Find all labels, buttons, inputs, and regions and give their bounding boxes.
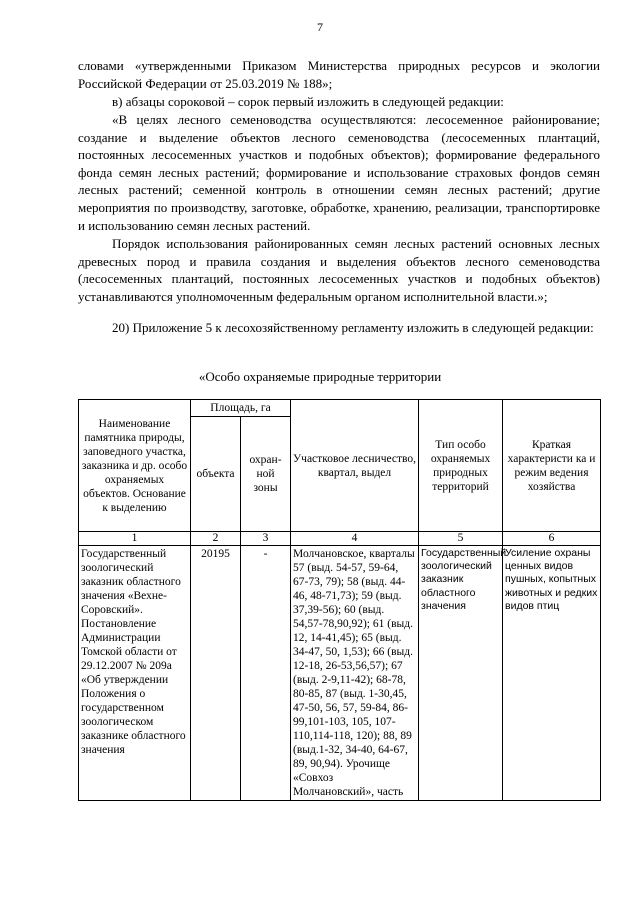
paragraph-1: словами «утвержденными Приказом Министерства природных ресурсов и экологии Российской Федерации от 25.03.2019 № 188»; — [78, 58, 600, 91]
cell-type: Государственный зоологический заказник областного значения — [419, 546, 503, 801]
column-number: 6 — [503, 532, 601, 546]
page-number: 7 — [317, 20, 323, 34]
cell-forestry: Молчановское, кварталы 57 (выд. 54-57, 59-64, 67-73, 79); 58 (выд. 44-46, 48-71,73); 59 (выд. 37,39-56); 60 (выд. 54,57-78,90,92); 61 (выд. 12, 14-41,45); 65 (выд. 34-47, 50, 1,53); 66 (выд. 12-18, 26-53,56,57); 67 (выд. 2-9,11-42); 68-78, 80-85, 87 (выд. 1-30,45, 47-50, 56, 57, 59-84, 86-99,101-103, 105, 107-110,114-118, 120); 88, 89 (выд.1-32, 34-40, 64-67, 89, 90,94). Урочище «Совхоз Молчановский», часть — [291, 546, 419, 801]
header-forestry: Участковое лесничество, квартал, выдел — [291, 400, 419, 532]
paragraph-5: 20) Приложение 5 к лесохозяйственному регламенту изложить в следующей редакции: — [112, 320, 594, 335]
header-regime: Краткая характеристи ка и режим ведения хозяйства — [503, 400, 601, 532]
column-number: 4 — [291, 532, 419, 546]
column-numbers-row — [79, 532, 601, 546]
cell-name: Государственный зоологический заказник областного значения «Вехне-Соровский». Постановление Администрации Томской области от 29.12.2007 № 209а «Об утверждении Положения о государственном зоологическом заказнике областного значения — [79, 546, 191, 801]
column-number: 3 — [241, 532, 291, 546]
table-row — [79, 546, 601, 801]
column-number: 1 — [79, 532, 191, 546]
column-number: 2 — [191, 532, 241, 546]
header-area: Площадь, га — [191, 400, 291, 417]
table-caption: «Особо охраняемые природные территории — [198, 369, 442, 384]
column-number: 5 — [419, 532, 503, 546]
paragraph-2: в) абзацы сороковой – сорок первый изложить в следующей редакции: — [112, 94, 504, 109]
cell-area-object: 20195 — [191, 546, 241, 801]
cell-area-zone: - — [241, 546, 291, 801]
cell-regime: Усиление охраны ценных видов пушных, копытных животных и редких видов птиц — [503, 546, 601, 801]
header-area-object: объекта — [191, 417, 241, 532]
header-area-zone: охран-ной зоны — [241, 417, 291, 532]
paragraph-4: Порядок использования районированных семян лесных растений основных лесных древесных пород и правила создания и выделения объектов лесного семеноводства (лесосеменных плантаций, постоянных лесосеменных участков и подобных объектов) устанавливаются уполномоченным федеральным органом исполнительной власти.»; — [78, 236, 600, 304]
protected-areas-table — [78, 399, 601, 801]
header-type: Тип особо охраняемых природных территорий — [419, 400, 503, 532]
header-name: Наименование памятника природы, заповедного участка, заказника и др. особо охраняемых объектов. Основание к выделению — [79, 400, 191, 532]
paragraph-3: «В целях лесного семеноводства осуществляются: лесосеменное районирование; создание и выделение объектов лесного семеноводства (лесосеменных плантаций, постоянных лесосеменных участков и подобных объектов); формирование федерального фонда семян лесных растений; формирование и использование страховых фондов семян лесных растений; семенной контроль в отношении семян лесных растений; другие мероприятия по производству, заготовке, обработке, хранению, реализации, транспортировке и использованию семян лесных растений. — [78, 112, 600, 233]
